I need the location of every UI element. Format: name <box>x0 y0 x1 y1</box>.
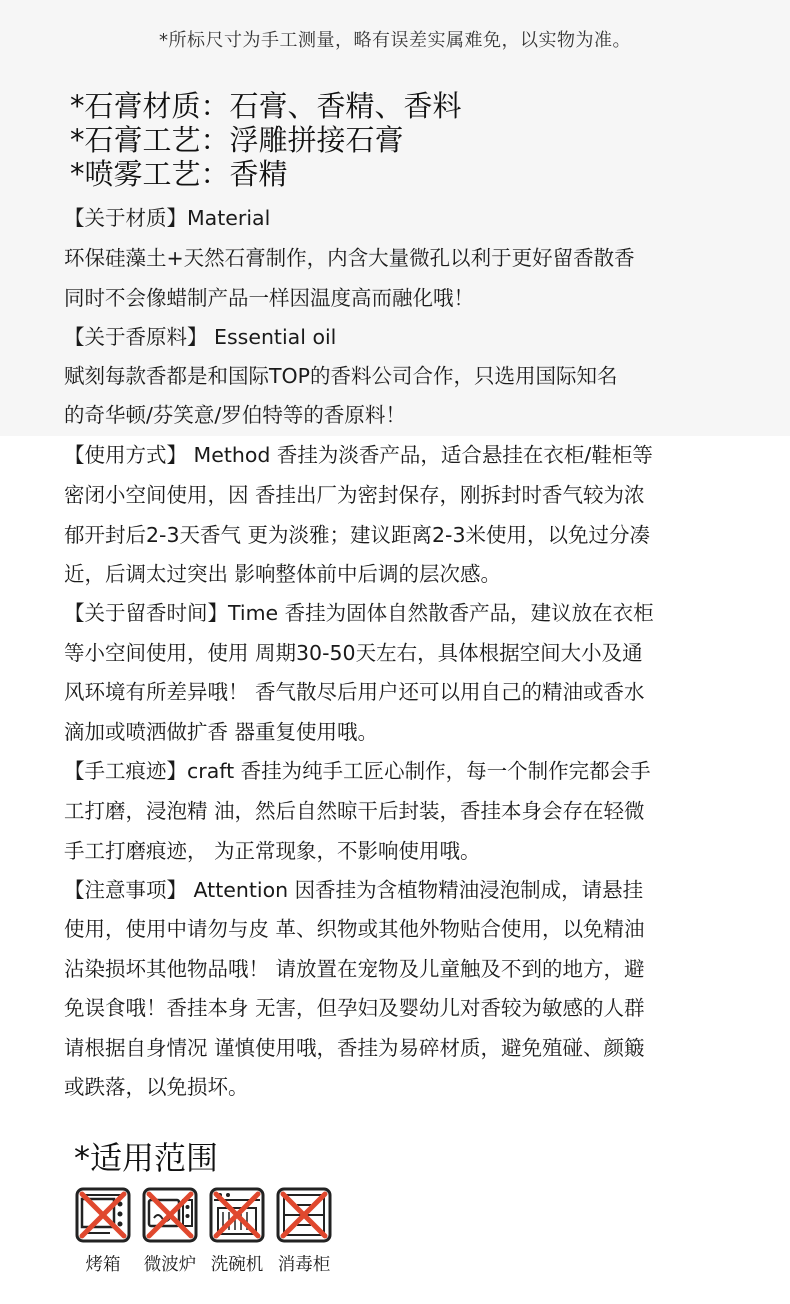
oven-icon <box>74 1186 132 1244</box>
measurement-note: *所标尺寸为手工测量，略有误差实属难免，以实物为准。 <box>159 30 631 51</box>
spec-spray: *喷雾工艺：香精 <box>70 157 288 191</box>
scope-title: *适用范围 <box>74 1139 219 1177</box>
text-line: 郁开封后2-3天香气 更为淡雅；建议距离2-3米使用，以免过分凑 <box>64 523 650 547</box>
section-heading-essential-oil: 【关于香原料】 Essential oil <box>64 325 337 349</box>
dishwasher-label: 洗碗机 <box>210 1255 264 1275</box>
text-line: 密闭小空间使用，因 香挂出厂为密封保存，刚拆封时香气较为浓 <box>64 483 645 507</box>
text-line: 等小空间使用，使用 周期30-50天左右，具体根据空间大小及通 <box>64 641 643 665</box>
section-heading-material: 【关于材质】Material <box>64 206 271 230</box>
sterilizer-cabinet-icon <box>275 1186 333 1244</box>
dishwasher-icon <box>208 1186 266 1244</box>
microwave-icon <box>141 1186 199 1244</box>
text-line: 风环境有所差异哦！ 香气散尽后用户还可以用自己的精油或香水 <box>64 680 645 704</box>
text-line: 工打磨，浸泡精 油，然后自然晾干后封装，香挂本身会存在轻微 <box>64 799 645 823</box>
section-attention: 【注意事项】 Attention 因香挂为含植物精油浸泡制成，请悬挂 <box>64 878 644 902</box>
section-method: 【使用方式】 Method 香挂为淡香产品，适合悬挂在衣柜/鞋柜等 <box>64 443 653 467</box>
text-line: 使用，使用中请勿与皮 革、织物或其他外物贴合使用，以免精油 <box>64 917 645 941</box>
microwave-label: 微波炉 <box>143 1255 197 1275</box>
oven-label: 烤箱 <box>85 1255 121 1275</box>
text-line: 滴加或喷洒做扩香 器重复使用哦。 <box>64 720 379 744</box>
text-line: 沾染损坏其他物品哦！ 请放置在宠物及儿童触及不到的地方，避 <box>64 957 645 981</box>
text-line: 免误食哦！香挂本身 无害，但孕妇及婴幼儿对香较为敏感的人群 <box>64 996 645 1020</box>
text-line: 近，后调太过突出 影响整体前中后调的层次感。 <box>64 562 502 586</box>
text-line: 环保硅藻土+天然石膏制作，内含大量微孔以利于更好留香散香 <box>64 246 635 270</box>
text-line: 的奇华顿/芬笑意/罗伯特等的香原料！ <box>64 403 406 427</box>
spec-material: *石膏材质：石膏、香精、香料 <box>70 89 462 123</box>
text-line: 同时不会像蜡制产品一样因温度高而融化哦！ <box>64 286 474 310</box>
sterilizer-cabinet-label: 消毒柜 <box>277 1255 331 1275</box>
text-line: 或跌落，以免损坏。 <box>64 1075 249 1099</box>
section-craft: 【手工痕迹】craft 香挂为纯手工匠心制作，每一个制作完都会手 <box>64 759 651 783</box>
text-line: 手工打磨痕迹， 为正常现象，不影响使用哦。 <box>64 839 481 863</box>
text-line: 赋刻每款香都是和国际TOP的香料公司合作，只选用国际知名 <box>64 364 618 388</box>
section-time: 【关于留香时间】Time 香挂为固体自然散香产品，建议放在衣柜 <box>64 601 654 625</box>
text-line: 请根据自身情况 谨慎使用哦，香挂为易碎材质，避免殖碰、颜簸 <box>64 1036 645 1060</box>
spec-craft: *石膏工艺：浮雕拼接石膏 <box>70 123 404 157</box>
